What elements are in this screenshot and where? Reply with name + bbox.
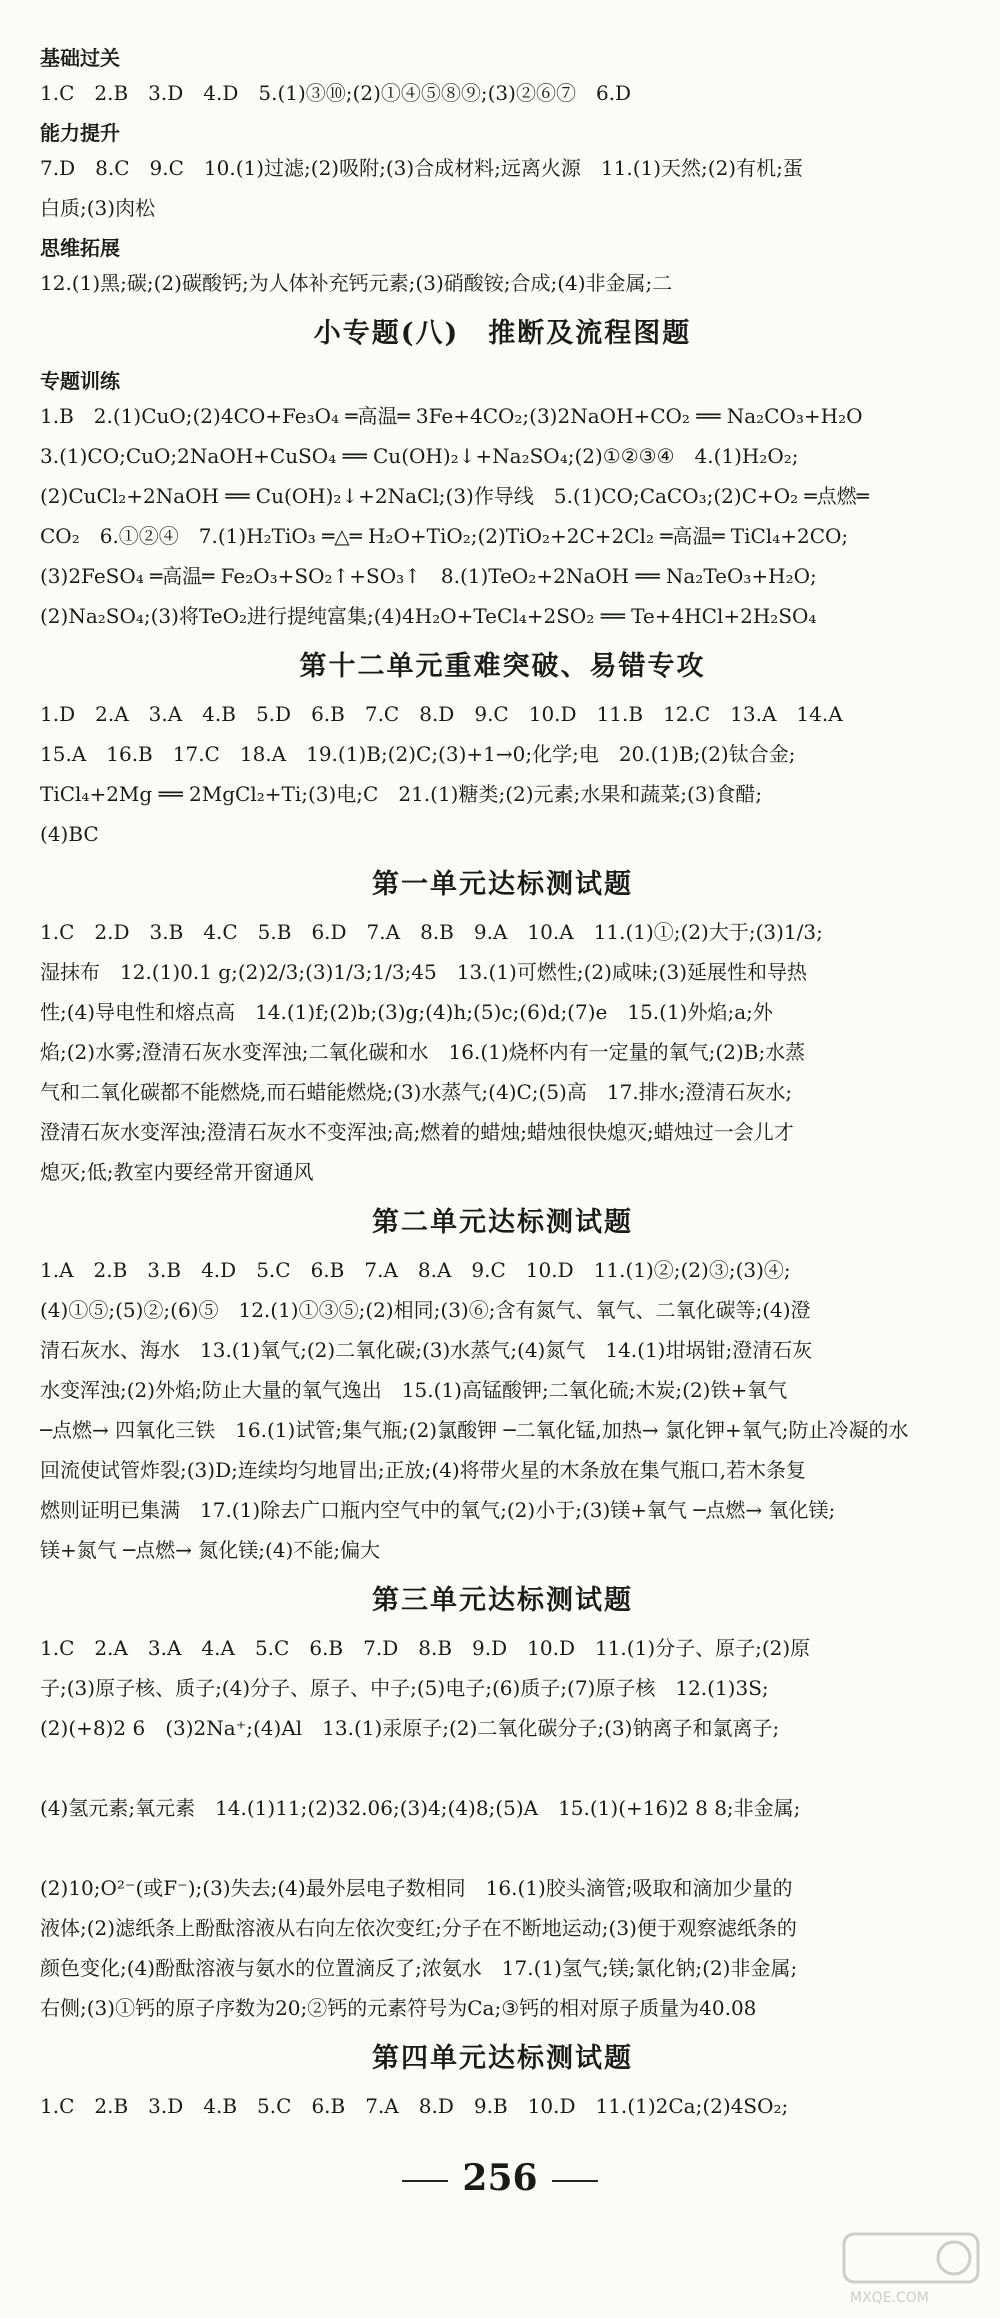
watermark-logo xyxy=(836,2228,986,2308)
section-title: 第四单元达标测试题 xyxy=(372,2043,633,2074)
basic-answers xyxy=(40,73,965,113)
answer-line: 气和二氧化碳都不能燃烧,而石蜡能燃烧;(3)水蒸气;(4)C;(5)高 17.排水;澄清石灰水; xyxy=(40,1080,793,1104)
answer-line: 回流使试管炸裂;(3)D;连续均匀地冒出;正放;(4)将带火星的木条放在集气瓶口,若木条复 xyxy=(40,1458,807,1482)
section-title: 第二单元达标测试题 xyxy=(372,1207,633,1238)
answer-line: 澄清石灰水变浑浊;澄清石灰水不变浑浊;高;燃着的蜡烛;蜡烛很快熄灭;蜡烛过一会儿才 xyxy=(40,1120,794,1144)
answer-line: 性;(4)导电性和熔点高 14.(1)f;(2)b;(3)g;(4)h;(5)c;(6)d;(7)e 15.(1)外焰;a;外 xyxy=(40,1000,773,1024)
heading-basic: 基础过关 xyxy=(40,46,120,70)
section-title: 第十二单元重难突破、易错专攻 xyxy=(299,651,706,682)
answer-line: 湿抹布 12.(1)0.1 g;(2)2/3;(3)1/3;1/3;45 13.(1)可燃性;(2)咸味;(3)延展性和导热 xyxy=(40,960,808,984)
section-title: 第一单元达标测试题 xyxy=(372,869,633,900)
answer-line: 镁+氮气 ─点燃→ 氮化镁;(4)不能;偏大 xyxy=(40,1538,381,1562)
answer-line: 15.A 16.B 17.C 18.A 19.(1)B;(2)C;(3)+1→0;化学;电 20.(1)B;(2)钛合金; xyxy=(40,742,796,766)
answer-line: (4)氢元素;氧元素 14.(1)11;(2)32.06;(3)4;(4)8;(5)A 15.(1)(+16)2 8 8;非金属; xyxy=(40,1796,801,1820)
answer-line: 水变浑浊;(2)外焰;防止大量的氧气逸出 15.(1)高锰酸钾;二氧化硫;木炭;(2)铁+氧气 xyxy=(40,1378,788,1402)
answer-line: 右侧;(3)①钙的原子序数为20;②钙的元素符号为Ca;③钙的相对原子质量为40.08 xyxy=(40,1996,757,2020)
answer-line: (4)①⑤;(5)②;(6)⑤ 12.(1)①③⑤;(2)相同;(3)⑥;含有氮气、氧气、二氧化碳等;(4)澄 xyxy=(40,1298,811,1322)
answer-line: 清石灰水、海水 13.(1)氧气;(2)二氧化碳;(3)水蒸气;(4)氮气 14.(1)坩埚钳;澄清石灰 xyxy=(40,1338,813,1362)
ability-answers xyxy=(40,148,965,228)
answer-line: 3.(1)CO;CuO;2NaOH+CuSO₄ ══ Cu(OH)₂↓+Na₂SO₄;(2)①②③④ 4.(1)H₂O₂; xyxy=(40,444,799,468)
answer-line: 颜色变化;(4)酚酞溶液与氨水的位置滴反了;浓氨水 17.(1)氢气;镁;氯化钠;(2)非金属; xyxy=(40,1956,798,1980)
answer-line: ─点燃→ 四氧化三铁 16.(1)试管;集气瓶;(2)氯酸钾 ─二氧化锰,加热→ 氯化钾+氧气;防止冷凝的水 xyxy=(40,1418,909,1442)
answer-line: 1.C 2.B 3.D 4.D 5.(1)③⑩;(2)①④⑤⑧⑨;(3)②⑥⑦ 6.D xyxy=(40,81,632,105)
answer-line: 子;(3)原子核、质子;(4)分子、原子、中子;(5)电子;(6)质子;(7)原子核 12.(1)3S; xyxy=(40,1676,769,1700)
answer-line: 燃则证明已集满 17.(1)除去广口瓶内空气中的氧气;(2)小于;(3)镁+氧气 ─点燃→ 氧化镁; xyxy=(40,1498,836,1522)
section-title: 第三单元达标测试题 xyxy=(372,1585,633,1616)
answer-line: 白质;(3)肉松 xyxy=(40,196,156,220)
answer-sections xyxy=(40,307,965,2126)
answer-line: (4)BC xyxy=(40,822,99,846)
answer-line: 1.B 2.(1)CuO;(2)4CO+Fe₃O₄ ═高温═ 3Fe+4CO₂;(3)2NaOH+CO₂ ══ Na₂CO₃+H₂O xyxy=(40,404,863,428)
answer-line: 1.D 2.A 3.A 4.B 5.D 6.B 7.C 8.D 9.C 10.D 11.B 12.C 13.A 14.A xyxy=(40,702,843,726)
answer-line: CO₂ 6.①②④ 7.(1)H₂TiO₃ ═△═ H₂O+TiO₂;(2)TiO₂+2C+2Cl₂ ═高温═ TiCl₄+2CO; xyxy=(40,524,849,548)
answer-line: 熄灭;低;教室内要经常开窗通风 xyxy=(40,1160,314,1184)
heading-extend: 思维拓展 xyxy=(40,236,120,260)
answer-line: (2)10;O²⁻(或F⁻);(3)失去;(4)最外层电子数相同 16.(1)胶头滴管;吸取和滴加少量的 xyxy=(40,1876,793,1900)
answer-line: 12.(1)黑;碳;(2)碳酸钙;为人体补充钙元素;(3)硝酸铵;合成;(4)非金属;二 xyxy=(40,271,673,295)
answer-page xyxy=(40,38,965,2126)
answer-line: (2)Na₂SO₄;(3)将TeO₂进行提纯富集;(4)4H₂O+TeCl₄+2SO₂ ══ Te+4HCl+2H₂SO₄ xyxy=(40,604,817,628)
page-number-text: 256 xyxy=(462,2157,538,2199)
svg-text:MXQE.COM: MXQE.COM xyxy=(850,2290,929,2306)
answer-line: 1.C 2.B 3.D 4.B 5.C 6.B 7.A 8.D 9.B 10.D 11.(1)2Ca;(2)4SO₂; xyxy=(40,2094,789,2118)
answer-line: 液体;(2)滤纸条上酚酞溶液从右向左依次变红;分子在不断地运动;(3)便于观察滤纸条的 xyxy=(40,1916,797,1940)
section-title: 小专题(八) 推断及流程图题 xyxy=(313,318,692,349)
answer-line: 1.C 2.A 3.A 4.A 5.C 6.B 7.D 8.B 9.D 10.D 11.(1)分子、原子;(2)原 xyxy=(40,1636,811,1660)
answer-line: (2)CuCl₂+2NaOH ══ Cu(OH)₂↓+2NaCl;(3)作导线 5.(1)CO;CaCO₃;(2)C+O₂ ═点燃═ xyxy=(40,484,869,508)
page-number xyxy=(0,2157,1000,2199)
answer-line xyxy=(40,1828,965,1868)
answer-line xyxy=(40,1748,965,1788)
answer-line: 1.A 2.B 3.B 4.D 5.C 6.B 7.A 8.A 9.C 10.D 11.(1)②;(2)③;(3)④; xyxy=(40,1258,791,1282)
answer-line: (3)2FeSO₄ ═高温═ Fe₂O₃+SO₂↑+SO₃↑ 8.(1)TeO₂+2NaOH ══ Na₂TeO₃+H₂O; xyxy=(40,564,817,588)
section-subheading: 专题训练 xyxy=(40,369,120,393)
answer-line: 焰;(2)水雾;澄清石灰水变浑浊;二氧化碳和水 16.(1)烧杯内有一定量的氧气;(2)B;水蒸 xyxy=(40,1040,806,1064)
answer-line: (2)(+8)2 6 (3)2Na⁺;(4)Al 13.(1)汞原子;(2)二氧化碳分子;(3)钠离子和氯离子; xyxy=(40,1716,780,1740)
answer-line: 7.D 8.C 9.C 10.(1)过滤;(2)吸附;(3)合成材料;远离火源 11.(1)天然;(2)有机;蛋 xyxy=(40,156,803,180)
extend-answers xyxy=(40,263,965,303)
answer-line: 1.C 2.D 3.B 4.C 5.B 6.D 7.A 8.B 9.A 10.A 11.(1)①;(2)大于;(3)1/3; xyxy=(40,920,823,944)
answer-line: TiCl₄+2Mg ══ 2MgCl₂+Ti;(3)电;C 21.(1)糖类;(2)元素;水果和蔬菜;(3)食醋; xyxy=(40,782,763,806)
heading-ability: 能力提升 xyxy=(40,121,120,145)
